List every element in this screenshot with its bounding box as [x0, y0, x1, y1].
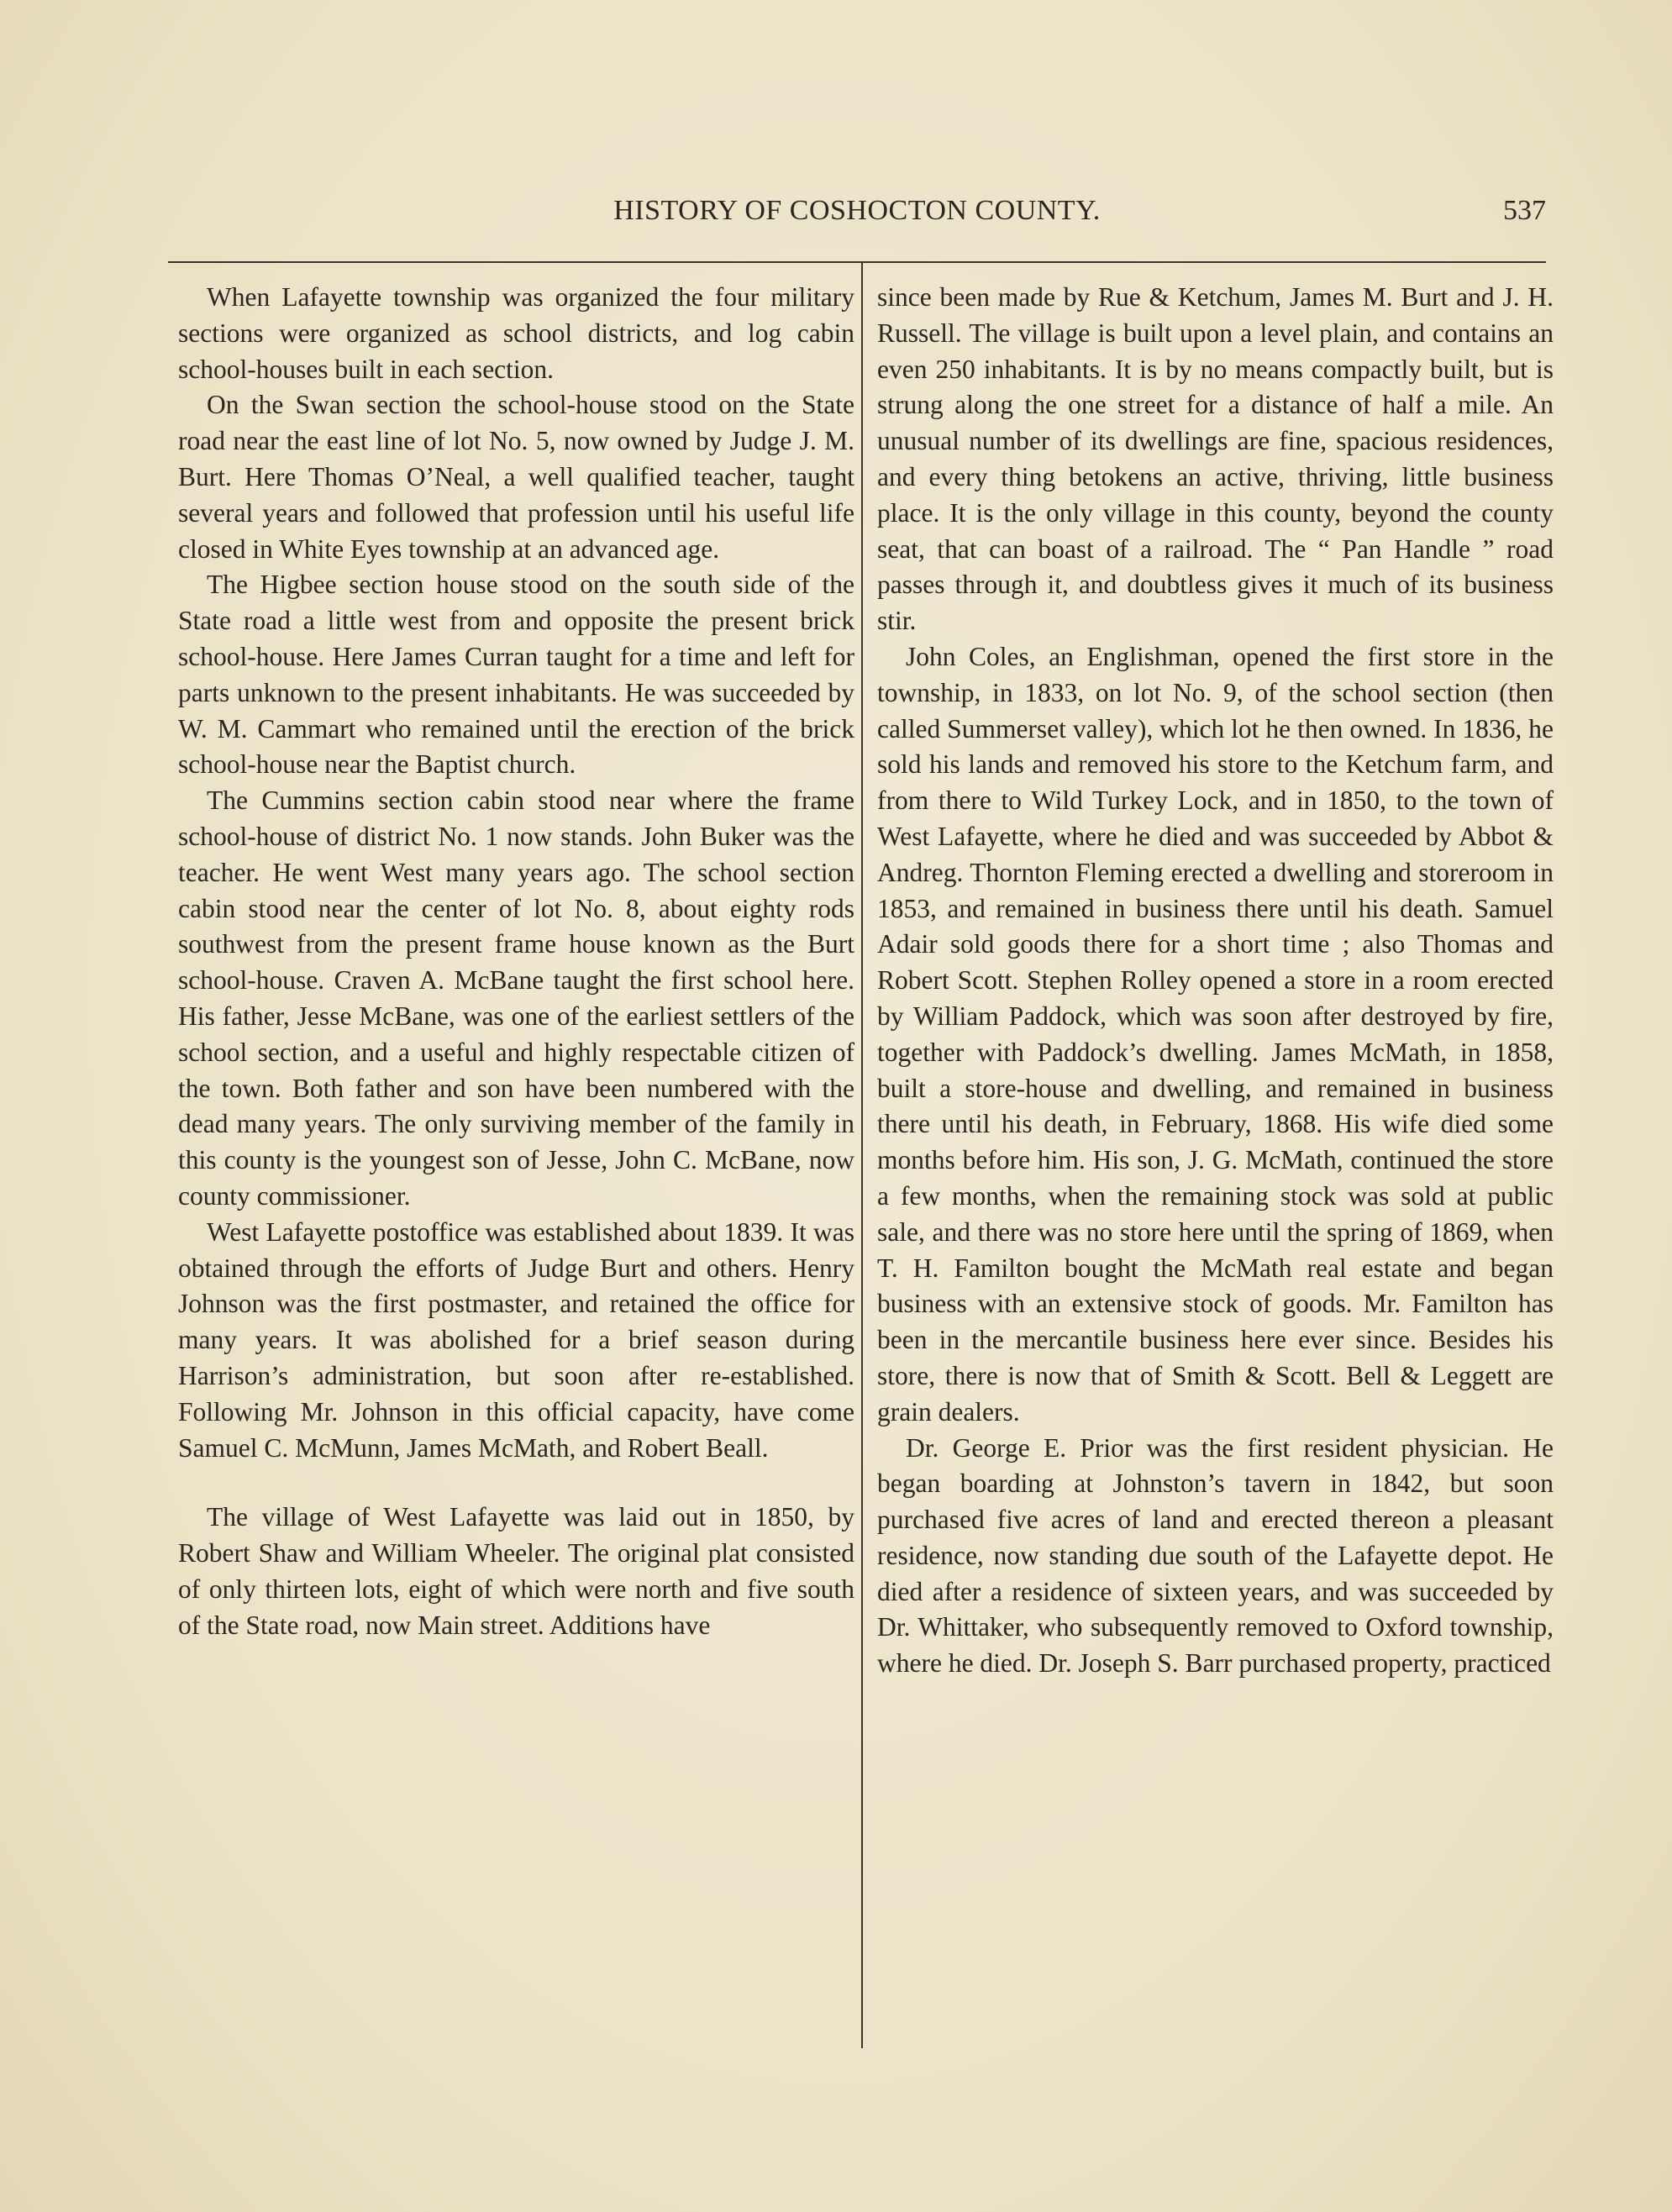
paragraph-swan-section: On the Swan section the school-house stood on the State road near the east line of lot No. 5, now owned by Judge J. M. Burt. Here Thomas O’Neal, a well qualified teacher, taught several years and followed that profession until his useful life closed in White Eyes township at an advanced age. — [178, 390, 854, 564]
running-title: HISTORY OF COSHOCTON COUNTY. — [613, 195, 1101, 226]
paragraph-dr-prior: Dr. George E. Prior was the first resident physician. He began boarding at Johnston’s tavern in 1842, but soon purchased five acres of land and erected thereon a pleasant residence, now standing due south of the Lafayette depot. He died after a residence of sixteen years, and was succeeded by Dr. Whittaker, who subsequently removed to Oxford township, where he died. Dr. Joseph S. Barr purchased property, practiced — [877, 1432, 1554, 1679]
header-rule — [168, 261, 1546, 263]
paragraph-village-laid-out: The village of West Lafayette was laid out in 1850, by Robert Shaw and William Wheeler. The original plat consisted of only thirteen lots, eight of which were north and five south of the State road, now Main street. Additions have — [178, 1502, 854, 1640]
paragraph-school-districts: When Lafayette township was organized the four military sections were organized as school districts, and log cabin school-houses built in each section. — [178, 282, 854, 384]
column-divider — [861, 263, 863, 2048]
paragraph-higbee-section: The Higbee section house stood on the south side of the State road a little west from and opposite the present brick school-house. Here James Curran taught for a time and left for parts unknown to the present inhabitants. He was succeeded by W. M. Cammart who remained until the erection of the brick school-house near the Baptist church. — [178, 570, 854, 780]
paragraph-cummins-section: The Cummins section cabin stood near where the frame school-house of district No. 1 now stands. John Buker was the teacher. He went West many years ago. The school section cabin stood near the center of lot No. 8, about eighty rods southwest from the present frame house known as the Burt school-house. Craven A. McBane taught the first school here. His father, Jesse McBane, was one of the earliest settlers of the school section, and a useful and highly respectable citizen of the town. Both father and son have been numbered with the dead many years. The only surviving member of the family in this county is the youngest son of Jesse, John C. McBane, now county commissioner. — [178, 785, 854, 1211]
running-header — [168, 195, 1546, 245]
page-number: 537 — [1503, 195, 1546, 226]
right-column — [877, 280, 1554, 1682]
paragraph-john-coles: John Coles, an Englishman, opened the first store in the township, in 1833, on lot No. 9, of the school section (then called Summerset valley), which lot he then owned. In 1836, he sold his lands and removed his store to the Ketchum farm, and from there to Wild Turkey Lock, and in 1850, to the town of West Lafayette, where he died and was succeeded by Abbot & Andreg. Thornton Fleming erected a dwelling and storeroom in 1853, and remained in business there until his death. Samuel Adair sold goods there for a short time ; also Thomas and Robert Scott. Stephen Rolley opened a store in a room erected by William Paddock, which was soon after destroyed by fire, together with Paddock’s dwelling. James McMath, in 1858, built a store-house and dwelling, and remained in business there until his death, in February, 1868. His wife died some months before him. His son, J. G. McMath, continued the store a few months, when the remaining stock was sold at public sale, and there was no store here until the spring of 1869, when T. H. Familton bought the McMath real estate and began business with an extensive stock of goods. Mr. Familton has been in the mercantile business here ever since. Besides his store, there is now that of Smith & Scott. Bell & Leggett are grain dealers. — [877, 641, 1554, 1427]
paragraph-postoffice: West Lafayette postoffice was established about 1839. It was obtained through the efforts of Judge Burt and others. Henry Johnson was the first postmaster, and retained the office for many years. It was abolished for a brief season during Harrison’s administration, but soon after re-established. Following Mr. Johnson in this official capacity, have come Samuel C. McMunn, James McMath, and Robert Beall. — [178, 1216, 854, 1463]
left-column — [178, 280, 854, 1643]
paragraph-village-continued: since been made by Rue & Ketchum, James M. Burt and J. H. Russell. The village is built upon a level plain, and contains an even 250 inhabitants. It is by no means compactly built, but is strung along the one street for a distance of half a mile. An unusual number of its dwellings are fine, spacious residences, and every thing betokens an active, thriving, little business place. It is the only village in this county, beyond the county seat, that can boast of a railroad. The “ Pan Handle ” road passes through it, and doubtless gives it much of its business stir. — [877, 282, 1554, 636]
